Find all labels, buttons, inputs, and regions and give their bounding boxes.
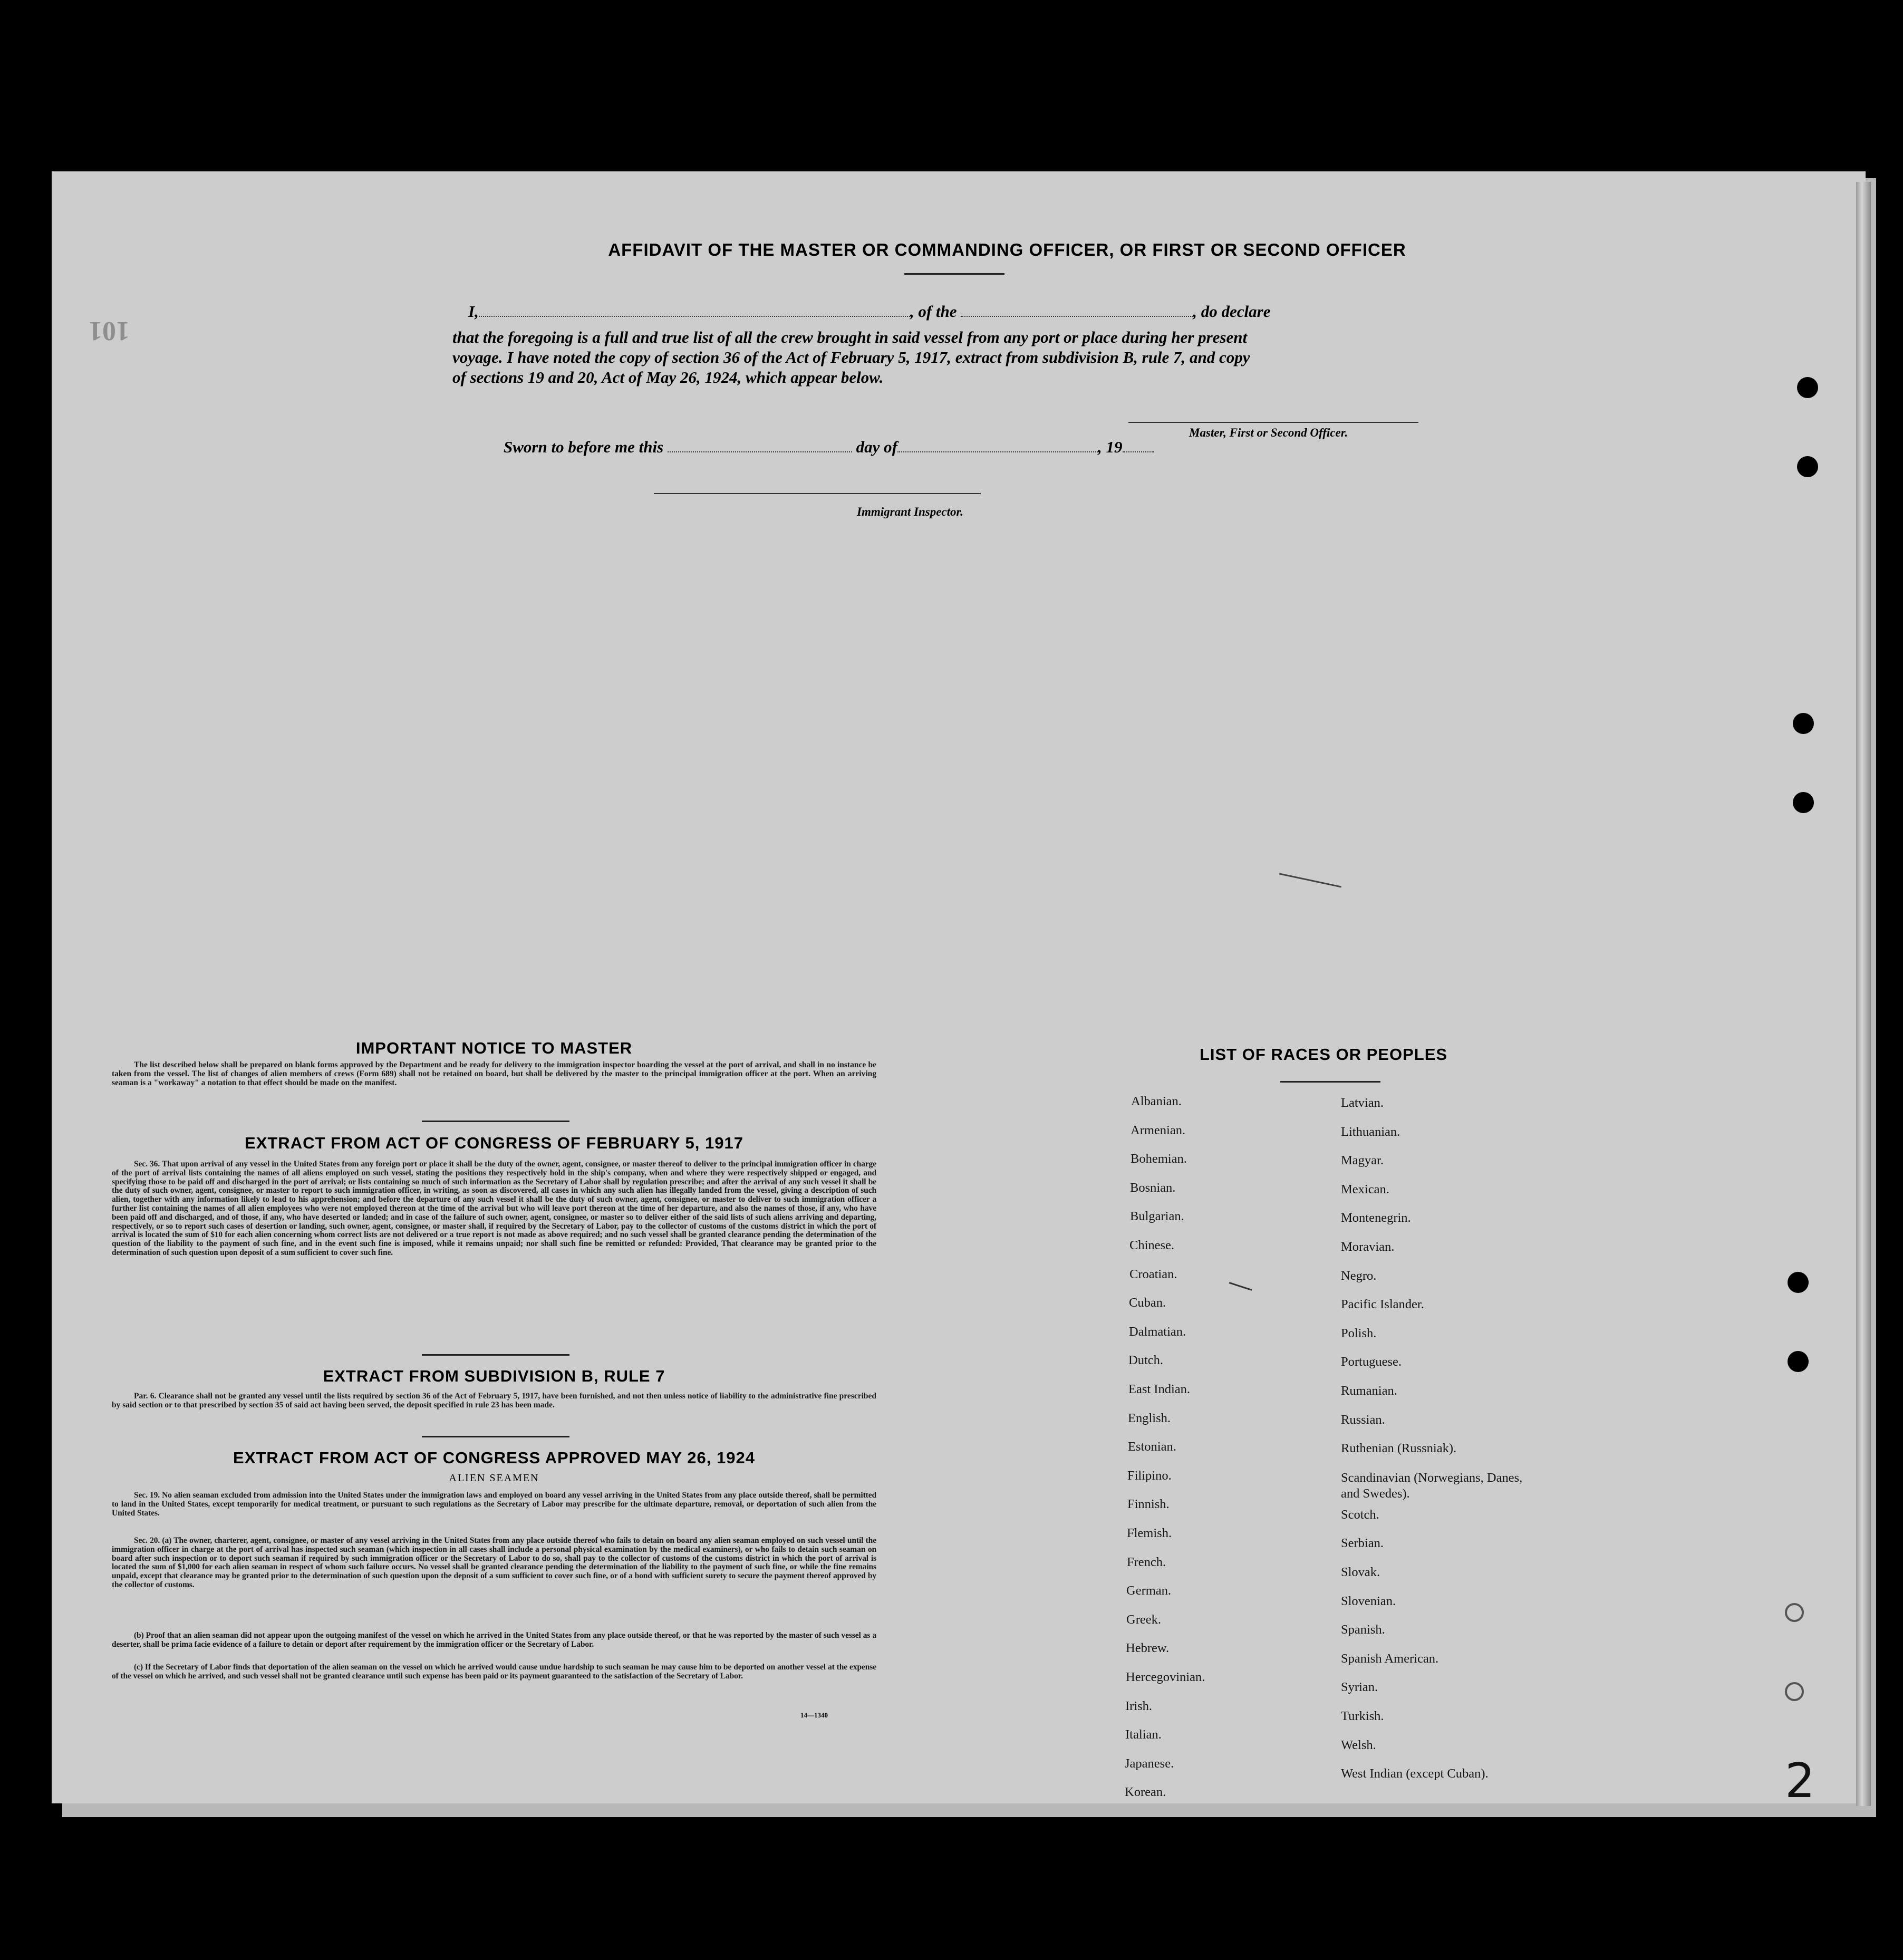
section-rule <box>422 1121 569 1122</box>
race-item: Greek. <box>1126 1613 1161 1627</box>
sworn-year: , 19 <box>1098 438 1123 456</box>
binder-hole <box>1788 1272 1809 1293</box>
race-item: Bohemian. <box>1131 1152 1187 1166</box>
section-20b-text: (b) Proof that an alien seaman did not appear upon the outgoing manifest of the vessel on which he arrived in the United States from any place outside thereof, or that he was reported by the master of such vessel as a deserter, shall be prima facie evidence of a failure to detain or deport after requirement by the immigration officer or the Secretary of Labor. <box>112 1631 876 1649</box>
sworn-text: Sworn to before me this <box>504 438 664 456</box>
section-20c-text: (c) If the Secretary of Labor finds that deportation of the alien seaman on the vessel on which he arrived would cause undue hardship to such seaman he may cause him to be deported on another vessel at the expense of the vessel on which he arrived, and such vessel shall not be granted clearance until such expense has been paid or its payment guaranteed to the satisfaction of the Secretary of Labor. <box>112 1663 876 1681</box>
affidavit-line-4: of sections 19 and 20, Act of May 26, 1924, which appear below. <box>452 368 884 387</box>
race-item: Negro. <box>1341 1269 1377 1283</box>
notice-body: The list described below shall be prepared on blank forms approved by the Department and be ready for delivery to the immigration inspector boarding the vessel at the port of arrival, and shall in no instance be taken from the vessel. The list of changes of alien members of crews (Form 689) shall not be retained on board, but shall be delivered by the master to the principal immigration officer at the port. When an arriving seaman is a "workaway" a notation to that effect should be made on the manifest. <box>112 1060 876 1087</box>
race-item: Scotch. <box>1341 1508 1379 1522</box>
race-item: English. <box>1128 1411 1171 1425</box>
section-20a-text: Sec. 20. (a) The owner, charterer, agent, consignee, or master of any vessel arriving in the United States from any place outside thereof who fails to detain on board any alien seaman employed on such vessel until the immigration officer in charge at the port of arrival has inspected such seaman (which inspection in all cases shall include a personal physical examination by the medical examiners), or who fails to detain such seaman on board after such inspection or to deport such seaman if required by such immigration officer or the Secretary of Labor to do so, shall pay to the collector of customs of the customs district in which the port of arrival is located the sum of $1,000 for each alien seaman in respect of whom such failure occurs. No vessel shall be granted clearance pending the determination of the liability to the payment of such fine, or while the fine remains unpaid, except that clearance may be granted prior to the determination of such question upon the deposit of a sum sufficient to cover such fine, or of a bond with sufficient surety to secure the payment thereof approved by the collector of customs. <box>112 1536 876 1589</box>
bleed-through-number: 101 <box>89 316 130 346</box>
race-item: West Indian (except Cuban). <box>1341 1766 1489 1781</box>
race-item: Armenian. <box>1131 1123 1186 1137</box>
extract-1917-title: EXTRACT FROM ACT OF CONGRESS OF FEBRUARY 5, 1917 <box>245 1134 743 1152</box>
subdivision-b-body: Par. 6. Clearance shall not be granted any vessel until the lists required by section 36 of the Act of February 5, 1917, have been furnished, and not then unless notice of liability to the administrative fine prescribed by said section or to that prescribed by section 35 of said act having been served, the deposit specified in rule 23 has been made. <box>112 1392 876 1409</box>
race-item: Welsh. <box>1341 1738 1376 1752</box>
affidavit-i: I, <box>468 302 479 321</box>
sworn-line <box>504 438 1154 457</box>
alien-seamen-subtitle: ALIEN SEAMEN <box>449 1472 539 1484</box>
race-item: Slovak. <box>1341 1565 1380 1579</box>
binder-hole <box>1793 792 1814 813</box>
master-signature-line <box>1128 422 1418 423</box>
race-item: East Indian. <box>1128 1382 1191 1396</box>
sworn-month-blank <box>897 440 1098 452</box>
race-item: Magyar. <box>1341 1153 1384 1167</box>
race-item: Korean. <box>1125 1785 1166 1799</box>
race-item: Croatian. <box>1129 1267 1177 1281</box>
affidavit-line-3: voyage. I have noted the copy of section 36 of the Act of February 5, 1917, extract from subdivision B, rule 7, and copy <box>452 348 1250 366</box>
affidavit-line-1 <box>468 302 1270 321</box>
race-item: Bulgarian. <box>1130 1209 1184 1223</box>
race-item: French. <box>1127 1555 1166 1569</box>
races-title: LIST OF RACES OR PEOPLES <box>1199 1045 1448 1064</box>
race-item: Pacific Islander. <box>1341 1297 1424 1311</box>
race-item: Ruthenian (Russniak). <box>1341 1441 1457 1455</box>
race-item: Syrian. <box>1341 1680 1378 1694</box>
affidavit-title: AFFIDAVIT OF THE MASTER OR COMMANDING OFFICER, OR FIRST OR SECOND OFFICER <box>608 240 1406 259</box>
race-item: Estonian. <box>1128 1440 1176 1454</box>
race-item: Scandinavian (Norwegians, Danes, and Swedes). <box>1341 1471 1523 1501</box>
race-item: Finnish. <box>1127 1497 1170 1511</box>
race-item: Albanian. <box>1131 1094 1182 1108</box>
notice-title: IMPORTANT NOTICE TO MASTER <box>355 1039 633 1057</box>
race-item: Spanish. <box>1341 1623 1385 1637</box>
race-item: Montenegrin. <box>1341 1211 1411 1225</box>
race-item: Rumanian. <box>1341 1384 1397 1398</box>
form-number: 14—1340 <box>800 1711 828 1719</box>
race-item: Slovenian. <box>1341 1594 1396 1608</box>
race-item: Portuguese. <box>1341 1355 1402 1369</box>
binder-hole <box>1788 1351 1809 1372</box>
binder-hole <box>1793 713 1814 734</box>
race-item: Japanese. <box>1125 1756 1174 1771</box>
race-item: Hebrew. <box>1126 1641 1170 1655</box>
handwritten-page-number: 2 <box>1785 1753 1815 1809</box>
race-item: Turkish. <box>1341 1709 1384 1723</box>
race-item: Bosnian. <box>1130 1181 1176 1195</box>
binder-hole <box>1785 1603 1804 1622</box>
race-item: Italian. <box>1125 1727 1162 1742</box>
race-item: Flemish. <box>1127 1526 1172 1540</box>
sworn-day-blank <box>668 440 852 452</box>
section-rule <box>422 1354 569 1356</box>
affidavit-line-2: that the foregoing is a full and true list of all the crew brought in said vessel from any port or place during her present <box>452 328 1248 346</box>
section-rule <box>422 1436 569 1437</box>
race-item: Lithuanian. <box>1341 1125 1400 1139</box>
sworn-year-blank <box>1123 440 1154 452</box>
race-item: Latvian. <box>1341 1096 1384 1110</box>
race-item: Cuban. <box>1129 1296 1166 1310</box>
race-item: German. <box>1126 1584 1172 1598</box>
binder-hole <box>1797 377 1818 398</box>
name-blank <box>479 304 910 317</box>
race-item: Dalmatian. <box>1129 1325 1186 1339</box>
sworn-day-of: day of <box>856 438 897 456</box>
extract-1924-title: EXTRACT FROM ACT OF CONGRESS APPROVED MAY 26, 1924 <box>233 1449 755 1467</box>
inspector-signature-line <box>654 493 981 494</box>
subdivision-b-title: EXTRACT FROM SUBDIVISION B, RULE 7 <box>323 1367 665 1385</box>
race-item: Dutch. <box>1128 1353 1163 1367</box>
race-item: Irish. <box>1125 1699 1153 1713</box>
race-item: Chinese. <box>1129 1238 1175 1252</box>
race-item: Serbian. <box>1341 1536 1384 1550</box>
race-item: Filipino. <box>1127 1469 1172 1483</box>
race-item: Russian. <box>1341 1413 1385 1427</box>
vessel-blank <box>961 304 1193 317</box>
section-19-text: Sec. 19. No alien seaman excluded from admission into the United States under the immigration laws and employed on board any vessel arriving in the United States from any place outside thereof, shall be permitted to land in the United States, except temporarily for medical treatment, or pursuant to such regulations as the Secretary of Labor may prescribe for the ultimate departure, removal, or deportation of such alien from the United States. <box>112 1491 876 1518</box>
inspector-signature-label: Immigrant Inspector. <box>857 505 963 518</box>
page-stack-edge <box>1856 182 1871 1806</box>
affidavit-declare: , do declare <box>1193 302 1271 321</box>
race-item: Spanish American. <box>1341 1652 1439 1666</box>
race-item: Hercegovinian. <box>1126 1670 1205 1684</box>
race-item: Polish. <box>1341 1326 1377 1340</box>
extract-1917-body: Sec. 36. That upon arrival of any vessel in the United States from any foreign port or place it shall be the duty of the owner, agent, consignee, or master thereof to deliver to the principal immigration officer in charge of the port of arrival lists containing the names of all aliens employed on such vessel, stating the positions they respectively hold in the ship's company, when and where they were respectively shipped or engaged, and specifying those to be paid off and discharged in the port of arrival; or lists containing so much of such information as the Secretary of Labor shall by regulation prescribe; and after the arrival of any such vessel it shall be the duty of such owner, agent, consignee, or master to report to such immigration officer, in writing, as soon as discovered, all cases in which any such alien has illegally landed from the vessel, giving a description of such alien, together with any information likely to lead to his apprehension; and before the departure of any such vessel it shall be the duty of such owner, agent, consignee, or master to deliver to such immigration officer a further list containing the names of all alien employees who were not employed thereon at the time of the arrival but who will leave port thereon at the time of her departure, and also the names of those, if any, who have been paid off and discharged, and of those, if any, who have deserted or landed; and in case of the failure of such owner, agent, consignee, or master so to deliver either of the said lists of such aliens arriving and departing, respectively, or so to report such cases of desertion or landing, such owner, agent, consignee, or master shall, if required by the Secretary of Labor, pay to the collector of customs of the customs district in which the port of arrival is located the sum of $10 for each alien concerning whom correct lists are not delivered or a true report is not made as above required; and no such vessel shall be granted clearance pending the determination of the question of the liability to the payment of such fine, and in the event such fine is imposed, while it remains unpaid; nor shall such fine be remitted or refunded: Provided, That clearance may be granted prior to the determination of such question upon deposit of a sum sufficient to cover such fine. <box>112 1160 876 1257</box>
affidavit-of-the: , of the <box>910 302 957 321</box>
master-signature-label: Master, First or Second Officer. <box>1189 426 1348 439</box>
binder-hole <box>1785 1682 1804 1701</box>
race-item: Mexican. <box>1341 1182 1389 1196</box>
race-item: Moravian. <box>1341 1240 1395 1254</box>
title-rule <box>904 273 1004 275</box>
binder-hole <box>1797 456 1818 477</box>
races-title-rule <box>1280 1081 1380 1083</box>
